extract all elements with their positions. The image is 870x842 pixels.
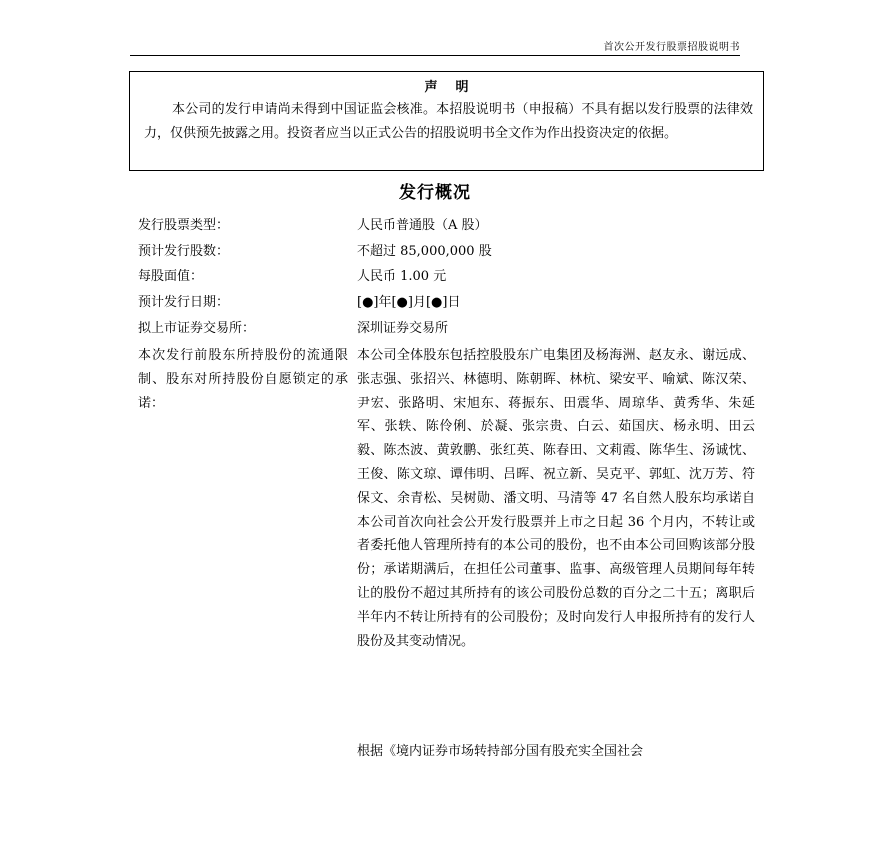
row-value: 人民币普通股（A 股） bbox=[357, 218, 488, 233]
row-label: 预计发行股数： bbox=[138, 244, 230, 259]
row-label: 每股面值： bbox=[138, 269, 204, 284]
continuation-text: 根据《境内证券市场转持部分国有股充实全国社会 bbox=[357, 744, 644, 759]
row-value: 人民币 1.00 元 bbox=[357, 269, 447, 284]
overview-title: 发行概况 bbox=[399, 183, 471, 203]
row-label: 预计发行日期： bbox=[138, 295, 230, 310]
notice-title: 声明 bbox=[424, 80, 487, 95]
lockup-label: 本次发行前股东所持股份的流通限制、股东对所持股份自愿锁定的承诺： bbox=[138, 348, 348, 411]
header-title: 首次公开发行股票招股说明书 bbox=[603, 42, 740, 53]
row-label: 拟上市证券交易所： bbox=[138, 321, 256, 336]
row-value: 深圳证券交易所 bbox=[357, 321, 449, 336]
row-value: [●]年[●]月[●]日 bbox=[357, 295, 461, 310]
notice-box bbox=[129, 71, 764, 171]
row-value: 不超过 85,000,000 股 bbox=[357, 244, 492, 259]
lockup-value: 本公司全体股东包括控股股东广电集团及杨海洲、赵友永、谢远成、张志强、张招兴、林德明、陈朝晖、林杭、梁安平、喻斌、陈汉荣、尹宏、张路明、宋旭东、蒋振东、田震华、周琼华、黄秀华、朱延军、张轶、陈伶俐、於凝、张宗贵、白云、茹国庆、杨永明、田云毅、陈杰波、黄敦鹏、张红英、陈春田、文莉霞、陈华生、汤诚忱、王俊、陈文琼、谭伟明、吕晖、祝立新、吴克平、郭虹、沈万芳、符保文、余青松、吴树勋、潘文明、马清等 47 名自然人股东均承诺自本公司首次向社会公开发行股票并上市之日起 36 个月内，不转让或者委托他人管理所持有的本公司的股份，也不由本公司回购该部分股份；承诺期满后，在担任公司董事、监事、高级管理人员期间每年转让的股份不超过其所持有的该公司股份总数的百分之二十五；离职后半年内不转让所持有的公司股份；及时向发行人申报所持有的发行人股份及其变动情况。 bbox=[357, 348, 755, 649]
page-header bbox=[130, 38, 740, 56]
notice-body: 本公司的发行申请尚未得到中国证监会核准。本招股说明书（申报稿）不具有据以发行股票的法律效力，仅供预先披露之用。投资者应当以正式公告的招股说明书全文作为作出投资决定的依据。 bbox=[144, 102, 753, 141]
row-label: 发行股票类型： bbox=[138, 218, 230, 233]
